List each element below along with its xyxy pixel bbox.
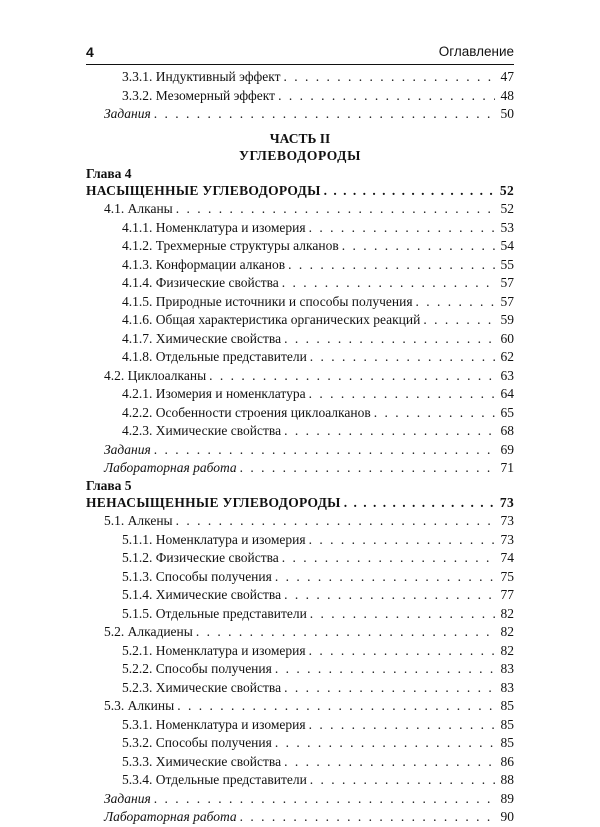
page-number: 4 xyxy=(86,44,94,60)
header-rule xyxy=(86,64,514,65)
toc-entry: 4.2.1. Изомерия и номенклатура . . . 64 xyxy=(86,385,514,404)
toc-entry-lab: Лабораторная работа . . . 71 xyxy=(86,459,514,478)
toc-entry: 4.1.6. Общая характеристика органических реакций . . . 59 xyxy=(86,311,514,330)
chapter-label: Глава 5 xyxy=(86,477,132,493)
toc-entry: 4.1. Алканы . . . 52 xyxy=(86,200,514,219)
toc-entry: 5.1.5. Отдельные представители . . . 82 xyxy=(86,605,514,624)
toc-entry: 4.1.2. Трехмерные структуры алканов . . . 54 xyxy=(86,237,514,256)
toc-entry: 5.3.1. Номенклатура и изомерия . . . 85 xyxy=(86,716,514,735)
toc-entry: 3.3.2. Мезомерный эффект . . . 48 xyxy=(86,87,514,106)
toc-entry: 5.3. Алкины . . . 85 xyxy=(86,697,514,716)
toc-entry: 5.2. Алкадиены . . . 82 xyxy=(86,623,514,642)
part-title: УГЛЕВОДОРОДЫ xyxy=(239,147,361,163)
toc-entry: 5.2.3. Химические свойства . . . 83 xyxy=(86,679,514,698)
toc-entry: 4.1.1. Номенклатура и изомерия . . . 53 xyxy=(86,219,514,238)
toc-entry: 5.3.4. Отдельные представители . . . 88 xyxy=(86,771,514,790)
toc-entry: 5.3.3. Химические свойства . . . 86 xyxy=(86,753,514,772)
chapter-title-entry: НЕНАСЫЩЕННЫЕ УГЛЕВОДОРОДЫ . . . 73 xyxy=(86,494,514,513)
toc-entry: 4.1.5. Природные источники и способы получения . . . 57 xyxy=(86,293,514,312)
part-label: ЧАСТЬ II xyxy=(269,130,331,146)
toc-entry: 4.1.7. Химические свойства . . . 60 xyxy=(86,330,514,349)
toc-entry: 4.2.3. Химические свойства . . . 68 xyxy=(86,422,514,441)
table-of-contents xyxy=(86,68,514,827)
toc-entry: 4.1.8. Отдельные представители . . . 62 xyxy=(86,348,514,367)
toc-entry: 5.2.2. Способы получения . . . 83 xyxy=(86,660,514,679)
toc-entry: 5.1.1. Номенклатура и изомерия . . . 73 xyxy=(86,531,514,550)
toc-entry: 5.1.4. Химические свойства . . . 77 xyxy=(86,586,514,605)
toc-entry: 4.1.3. Конформации алканов . . . 55 xyxy=(86,256,514,275)
chapter-title-entry: НАСЫЩЕННЫЕ УГЛЕВОДОРОДЫ . . . 52 xyxy=(86,182,514,201)
running-title: Оглавление xyxy=(438,44,514,59)
running-header xyxy=(86,44,514,64)
toc-entry: 4.2.2. Особенности строения циклоалканов . . . 65 xyxy=(86,404,514,423)
toc-entry: 4.2. Циклоалканы . . . 63 xyxy=(86,367,514,386)
toc-entry: 5.1.3. Способы получения . . . 75 xyxy=(86,568,514,587)
toc-entry-lab: Лабораторная работа . . . 90 xyxy=(86,808,514,827)
toc-entry-tasks: Задания . . . 50 xyxy=(86,105,514,124)
chapter-label: Глава 4 xyxy=(86,165,132,181)
toc-entry: 4.1.4. Физические свойства . . . 57 xyxy=(86,274,514,293)
toc-entry: 5.3.2. Способы получения . . . 85 xyxy=(86,734,514,753)
toc-entry: 5.1.2. Физические свойства . . . 74 xyxy=(86,549,514,568)
toc-entry-tasks: Задания . . . 69 xyxy=(86,441,514,460)
toc-entry: 5.2.1. Номенклатура и изомерия . . . 82 xyxy=(86,642,514,661)
toc-entry-tasks: Задания . . . 89 xyxy=(86,790,514,809)
toc-entry: 3.3.1. Индуктивный эффект . . . 47 xyxy=(86,68,514,87)
toc-entry: 5.1. Алкены . . . 73 xyxy=(86,512,514,531)
